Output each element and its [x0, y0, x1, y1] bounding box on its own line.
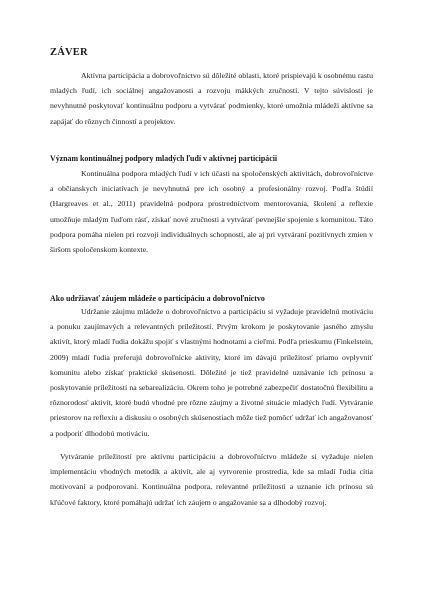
- section-paragraph-conclusion: Vytváranie príležitostí pre aktívnu participáciu a dobrovoľníctvo mládeže si vyžaduje nielen implementáciu vhodných metodík a aktivít, ale aj vytvorenie prostredia, kde sa mladí ľudia cítia motivovaní a podporovaní. Kontinuálna podpora, relevantné príležitosti a uznanie ich prínosu sú kľúčové faktory, ktoré pomáhajú udržať ich záujem o angažovanie sa a dlhodobý rozvoj.: [50, 452, 373, 507]
- section-heading-interest: Ako udržiavať záujem mládeže o participáciu a dobrovoľníctvo: [50, 294, 265, 303]
- section-heading-support: Význam kontinuálnej podpory mladých ľudí v aktívnej participácii: [50, 154, 278, 163]
- page-title: ZÁVER: [50, 47, 88, 58]
- intro-paragraph: Aktívna participácia a dobrovoľníctvo sú dôležité oblasti, ktoré prispievajú k osobnému rastu mladých ľudí, ich sociálnej angažovanosti a rozvoju mäkkých zručností. V tejto súvislosti je nevyhnutné poskytovať kontinuálnu podporu a vytvárať podmienky, ktoré umožnia mládeži aktívne sa zapájať do rôznych činností a projektov.: [50, 71, 373, 126]
- section-paragraph-interest: Udržanie záujmu mládeže o dobrovoľníctvo a participáciu si vyžaduje pravidelnú motiváciu a ponuku zaujímavých a relevantných príležitostí. Prvým krokom je poskytovanie jasného zmyslu aktivít, ktorý mladí ľudia dokážu spojiť s vlastnými hodnotami a cieľmi. Podľa prieskumu (Finkelstein, 2009) mladí ľudia preferujú dobrovoľnícke aktivity, ktoré im dávajú príležitosť priamo ovplyvniť komunitu alebo získať praktické skúsenosti. Dôležité je tiež pravidelné uznávanie ich prínosu a poskytovanie príležitostí na sebarealizáciu. Okrem toho je potrebné zabezpečiť dostatočnú flexibilitu a rôznorodosť aktivít, ktoré budú vhodné pre rôzne záujmy a životné situácie mladých ľudí. Vytváranie priestorov na reflexiu a diskusiu o osobných skúsenostiach môže tiež pomôcť udržať ich angažovanosť a podporiť dlhodobú motiváciu.: [50, 307, 373, 438]
- section-paragraph-support: Kontinuálna podpora mladých ľudí v ich účasti na spoločenských aktivitách, dobrovoľníctve a občianskych iniciatívach je nevyhnutná pre ich osobný a profesionálny rozvoj. Podľa štúdií (Hargreaves et al., 2011) pravidelná podpora prostredníctvom mentorovania, školení a reflexie umožňuje mladým ľuďom rásť, získať nové zručnosti a vytvárať pevnejšie spojenie s komunitou. Táto podpora pomáha nielen pri rozvoji individuálnych schopností, ale aj pri vytváraní pozitívnych zmien v širšom spoločenskom kontexte.: [50, 169, 373, 255]
